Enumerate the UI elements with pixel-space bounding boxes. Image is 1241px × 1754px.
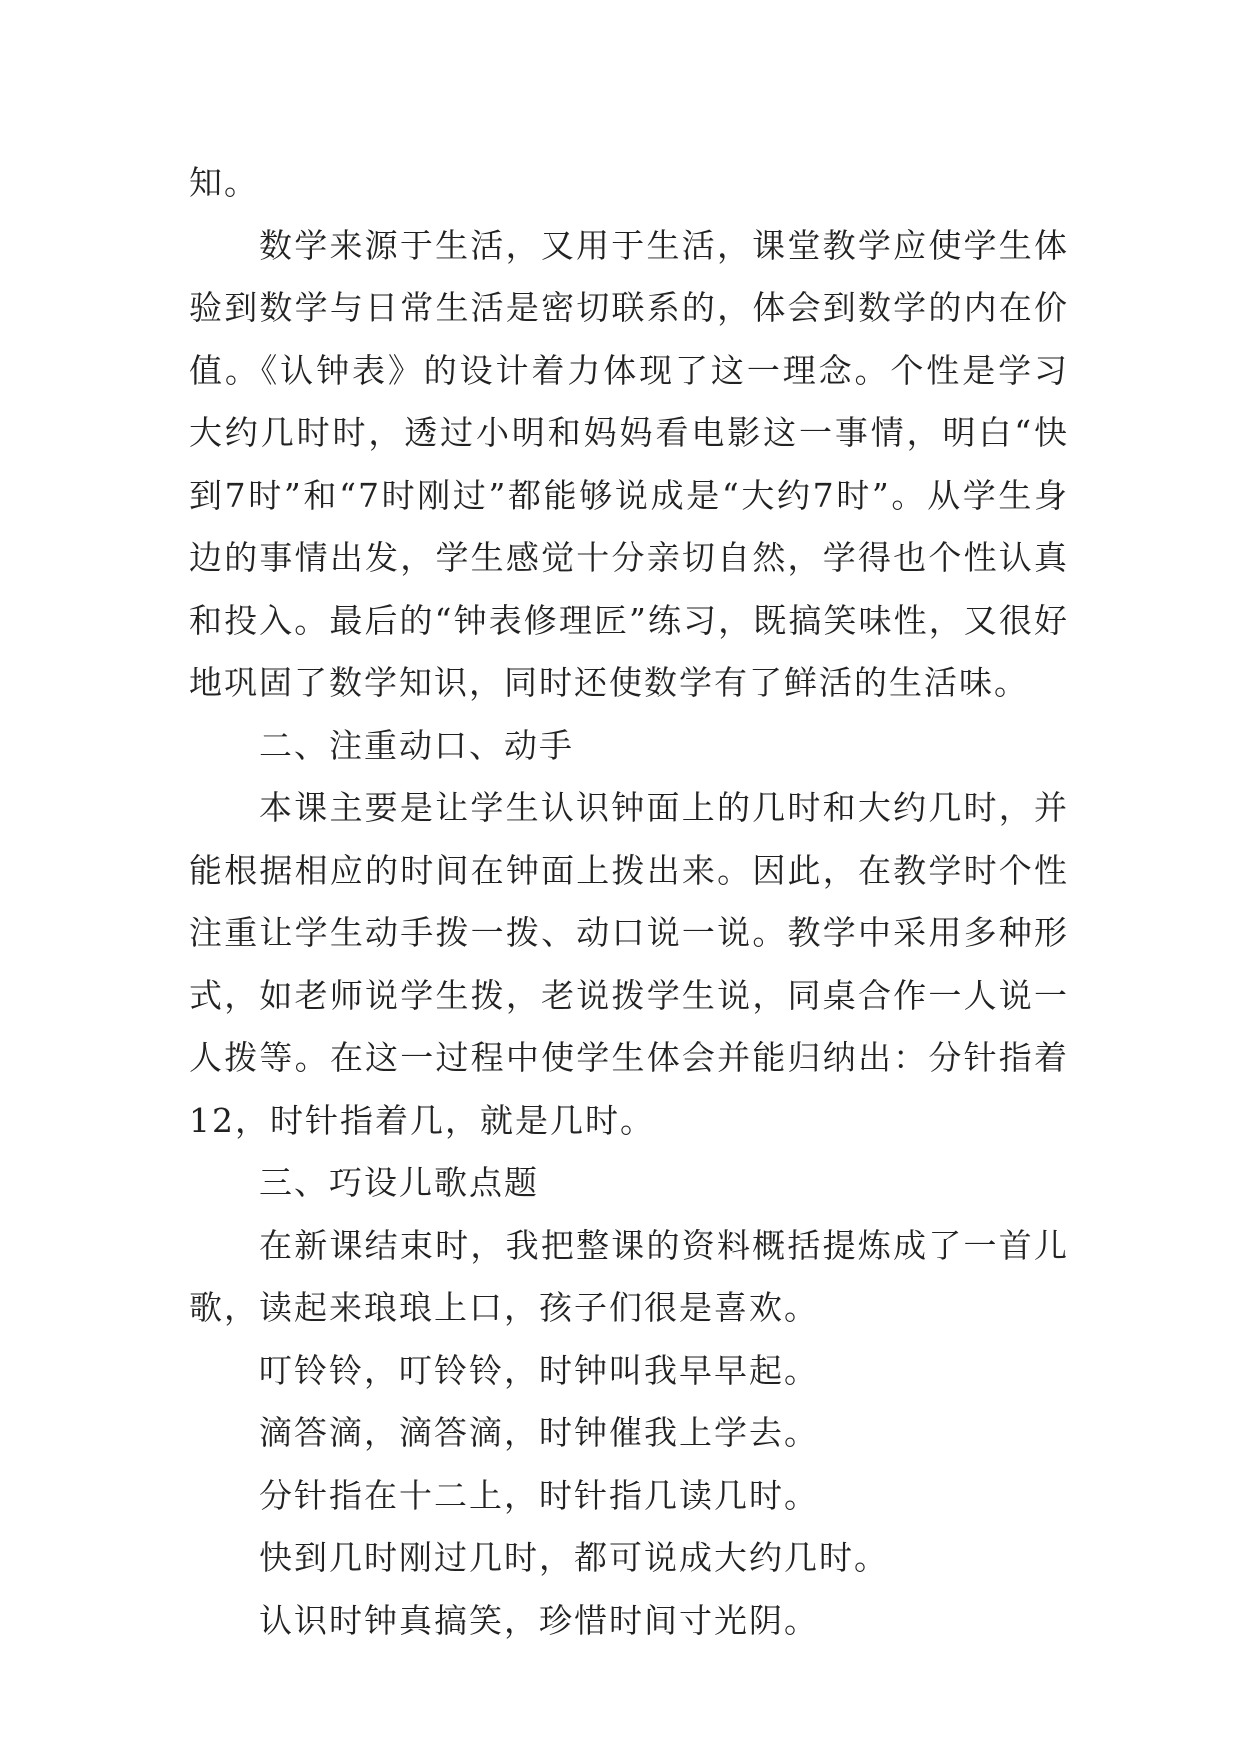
rhyme-line-2: 滴答滴，滴答滴，时钟催我上学去。 (259, 1413, 819, 1452)
paragraph-rhyme-intro: 在新课结束时，我把整课的资料概括提炼成了一首儿歌，读起来琅琅上口，孩子们很是喜欢。 (189, 1225, 1069, 1327)
paragraph-continuation: 知。 (189, 163, 259, 202)
paragraph-hands-on: 本课主要是让学生认识钟面上的几时和大约几时，并能根据相应的时间在钟面上拨出来。因此，在教学时个性注重让学生动手拨一拨、动口说一说。教学中采用多种形式，如老师说学生拨，老说拨学生说，同桌合作一人说一人拨等。在这一过程中使学生体会并能归纳出：分针指着12，时针指着几，就是几时。 (189, 788, 1069, 1140)
document-body (189, 152, 1069, 1652)
section-heading-hands-on: 二、注重动口、动手 (259, 725, 574, 765)
paragraph-math-from-life: 数学来源于生活，又用于生活，课堂教学应使学生体验到数学与日常生活是密切联系的，体会到数学的内在价值。《认钟表》的设计着力体现了这一理念。个性是学习大约几时时，透过小明和妈妈看电影这一事情，明白“快到7时”和“7时刚过”都能够说成是“大约7时”。从学生身边的事情出发，学生感觉十分亲切自然，学得也个性认真和投入。最后的“钟表修理匠”练习，既搞笑味性，又很好地巩固了数学知识，同时还使数学有了鲜活的生活味。 (189, 225, 1069, 702)
rhyme-line-4: 快到几时刚过几时，都可说成大约几时。 (259, 1538, 889, 1577)
rhyme-line-5: 认识时钟真搞笑，珍惜时间寸光阴。 (259, 1600, 819, 1640)
rhyme-line-3: 分针指在十二上，时针指几读几时。 (259, 1475, 819, 1515)
section-heading-nursery-rhyme: 三、巧设儿歌点题 (259, 1163, 539, 1202)
rhyme-line-1: 叮铃铃，叮铃铃，时钟叫我早早起。 (259, 1350, 819, 1390)
